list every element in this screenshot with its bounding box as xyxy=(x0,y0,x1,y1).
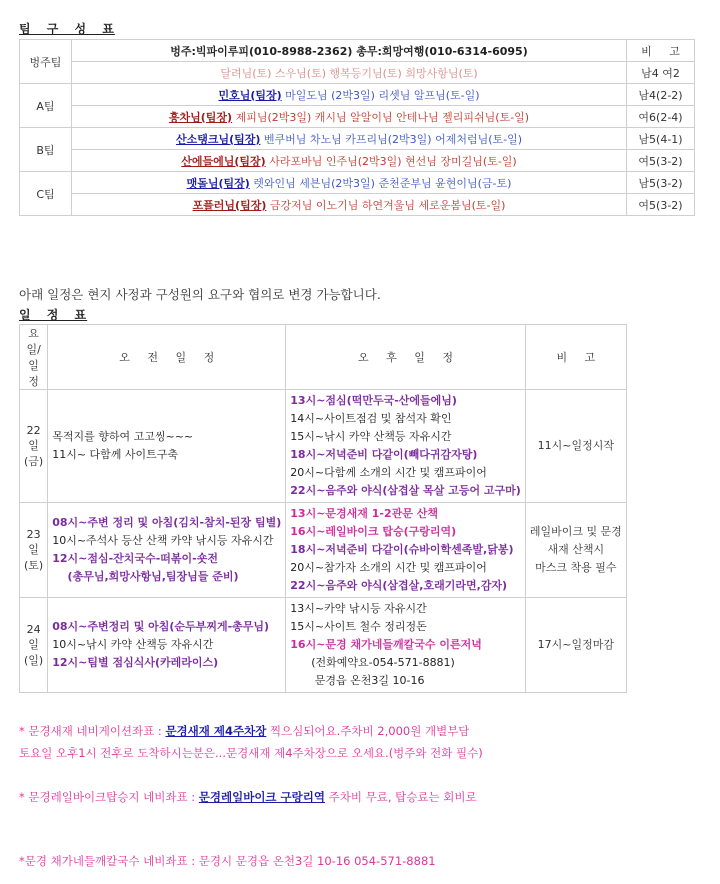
note-cell xyxy=(525,598,626,693)
am-item: 10시~주석사 등산 산책 카약 낚시등 자유시간 xyxy=(52,534,274,547)
team-members: 사라포바님 인주님(2박3일) 현선님 장미길님(토-일) xyxy=(265,154,517,168)
pm-item: 16시~레일바이크 탑승(구랑리역) xyxy=(290,525,457,538)
day-note-line: 11시~일정시작 xyxy=(537,439,614,452)
team-note: 여5(3-2) xyxy=(627,150,695,172)
note-railbike-prefix: * 문경레일바이크탑승지 네비좌표 : xyxy=(19,790,199,804)
team-members: 렛와인님 세븐님(2박3일) 준천준부님 윤현이님(금-토) xyxy=(249,176,512,190)
pm-item: 13시~문경새재 1-2관문 산책 xyxy=(290,507,438,520)
pm-item: 16시~문경 채가네들깨칼국수 이른저녁 xyxy=(290,638,482,651)
note-railbike xyxy=(19,789,477,805)
team-group-cell: B팀 xyxy=(20,128,72,172)
pm-item: 13시~점심(떡만두국-산에들에님) xyxy=(290,394,457,407)
team-note: 남4(2-2) xyxy=(627,84,695,106)
pm-cell xyxy=(286,390,526,503)
header-pm: 오 후 일 정 xyxy=(286,325,526,390)
pm-item: 18시~저녁준비 다같이(슈바이학센족발,닭봉) xyxy=(290,543,514,556)
team-table xyxy=(19,39,695,216)
note-parking-suffix: 찍으심되어요.주차비 2,000원 개별부담 xyxy=(266,724,470,738)
team-members-cell xyxy=(71,150,626,172)
team-members-cell xyxy=(71,84,626,106)
team-row xyxy=(20,194,695,216)
pm-item: 13시~카약 낚시등 자유시간 xyxy=(290,602,427,615)
team-members-cell xyxy=(71,172,626,194)
team-leader: 산에들에님(팀장) xyxy=(181,154,266,168)
team-row xyxy=(20,84,695,106)
note-cell xyxy=(525,390,626,503)
team-group-cell: C팀 xyxy=(20,172,72,216)
note-parking-prefix: * 문경새재 네비게이션좌표 : xyxy=(19,724,166,738)
team-note: 남4 여2 xyxy=(627,62,695,84)
pm-item: 20시~참가자 소개의 시간 및 캠프파이어 xyxy=(290,561,487,574)
team-members: 제피님(2박3일) 캐시님 알알이님 안테나님 젤리피쉬님(토-일) xyxy=(232,110,530,124)
contacts-header: 벙주:빅파이루피(010-8988-2362) 총무:희망여행(010-6314-6095) xyxy=(71,40,626,62)
pm-item: 18시~저녁준비 다같이(빼다귀감자탕) xyxy=(290,448,478,461)
team-note: 여6(2-4) xyxy=(627,106,695,128)
team-members: 금강저님 이노기님 하연겨울님 세로운봄님(토-일) xyxy=(266,198,506,212)
pm-item: 22시~음주와 야식(삼겹살 목살 고등어 고구마) xyxy=(290,484,521,497)
schedule-row xyxy=(20,503,627,598)
team-members: 벤쿠버님 차노님 카프리님(2박3일) 어제처럼님(토-일) xyxy=(260,132,523,146)
pm-item: 14시~사이트점검 및 참석자 확인 xyxy=(290,412,452,425)
team-members-cell xyxy=(71,62,626,84)
team-leader: 산소탱크님(팀장) xyxy=(175,132,261,146)
pm-item: 15시~낚시 카약 산책등 자유시간 xyxy=(290,430,452,443)
team-leader: 포플러님(팀장) xyxy=(192,198,267,212)
parking-link[interactable]: 문경새재 제4주차장 xyxy=(165,724,267,738)
team-leader: 맷돌님(팀장) xyxy=(186,176,250,190)
am-cell xyxy=(48,503,286,598)
schedule-intro: 아래 일정은 현지 사정과 구성원의 요구와 협의로 변경 가능합니다. xyxy=(19,287,381,302)
note-arrival: 토요일 오후1시 전후로 도착하시는분은...문경새재 제4주차장으로 오세요.(벙주와 전화 필수) xyxy=(19,746,483,760)
pm-cell xyxy=(286,598,526,693)
team-members: 마일도님 (2박3일) 리셋님 알프님(토-일) xyxy=(281,88,480,102)
day-cell: 22일(금) xyxy=(20,390,48,503)
team-members-cell xyxy=(71,194,626,216)
am-cell xyxy=(48,598,286,693)
pm-item: 15시~사이트 철수 정리정돈 xyxy=(290,620,427,633)
am-item: 12시~점심-잔치국수-떠볶이-숏전 xyxy=(52,552,218,565)
day-note-line: 새재 산책시 xyxy=(547,543,605,556)
team-leader: 민호님(팀장) xyxy=(218,88,282,102)
day-note-line: 레일바이크 및 문경 xyxy=(529,525,622,538)
am-item: 08시~주변 정리 및 아침(김치-참치-된장 팀별) xyxy=(52,516,282,529)
note-restaurant: *문경 채가네들깨칼국수 네비좌표 : 문경시 문경읍 온천3길 10-16 054-571-8881 xyxy=(19,854,436,868)
team-group-cell: 벙주팀 xyxy=(20,40,72,84)
day-cell: 23일(토) xyxy=(20,503,48,598)
header-day: 요일/일정 xyxy=(20,325,48,390)
pm-cell xyxy=(286,503,526,598)
schedule-row xyxy=(20,598,627,693)
header-am: 오 전 일 정 xyxy=(48,325,286,390)
team-row xyxy=(20,128,695,150)
pm-item: 20시~다함께 소개의 시간 및 캠프파이어 xyxy=(290,466,487,479)
schedule-section-title: 일 정 표 xyxy=(19,308,88,322)
team-row xyxy=(20,172,695,194)
schedule-table xyxy=(19,324,627,693)
day-cell: 24일(일) xyxy=(20,598,48,693)
am-cell xyxy=(48,390,286,503)
header-note: 비 고 xyxy=(525,325,626,390)
am-item: (총무님,희망사항님,팀장님들 준비) xyxy=(52,570,239,583)
am-item: 11시~ 다함께 사이트구축 xyxy=(52,448,179,461)
schedule-row xyxy=(20,390,627,503)
team-row xyxy=(20,62,695,84)
team-note: 남5(3-2) xyxy=(627,172,695,194)
team-members-cell xyxy=(71,128,626,150)
team-section-title: 팀 구 성 표 xyxy=(19,22,115,36)
am-item: 08시~주변정리 및 아침(순두부찌게-총무님) xyxy=(52,620,270,633)
team-members: 달려님(토) 스우님(토) 행복등기님(토) 희망사항님(토) xyxy=(220,66,478,80)
team-row xyxy=(20,150,695,172)
pm-item: 22시~음주와 야식(삼겹살,호래기라면,감자) xyxy=(290,579,508,592)
note-cell xyxy=(525,503,626,598)
team-row xyxy=(20,106,695,128)
am-item: 12시~팀별 점심식사(카레라이스) xyxy=(52,656,219,669)
pm-item: 문경읍 온천3길 10-16 xyxy=(290,674,425,687)
team-members-cell xyxy=(71,106,626,128)
am-item: 목적지를 향하여 고고씽~~~ xyxy=(52,430,194,443)
team-leader: 흥차님(팀장) xyxy=(168,110,233,124)
pm-item: (전화예약요-054-571-8881) xyxy=(290,656,455,669)
am-item: 10시~낚시 카약 산책등 자유시간 xyxy=(52,638,214,651)
team-note: 여5(3-2) xyxy=(627,194,695,216)
day-note-line: 마스크 착용 필수 xyxy=(535,561,617,574)
team-note-header: 비 고 xyxy=(627,40,695,62)
note-railbike-suffix: 주차비 무료, 탑승료는 회비로 xyxy=(324,790,477,804)
team-group-cell: A팀 xyxy=(20,84,72,128)
note-parking xyxy=(19,723,469,739)
day-note-line: 17시~일정마감 xyxy=(537,638,614,651)
team-note: 남5(4-1) xyxy=(627,128,695,150)
railbike-link[interactable]: 문경레일바이크 구랑리역 xyxy=(198,790,325,804)
